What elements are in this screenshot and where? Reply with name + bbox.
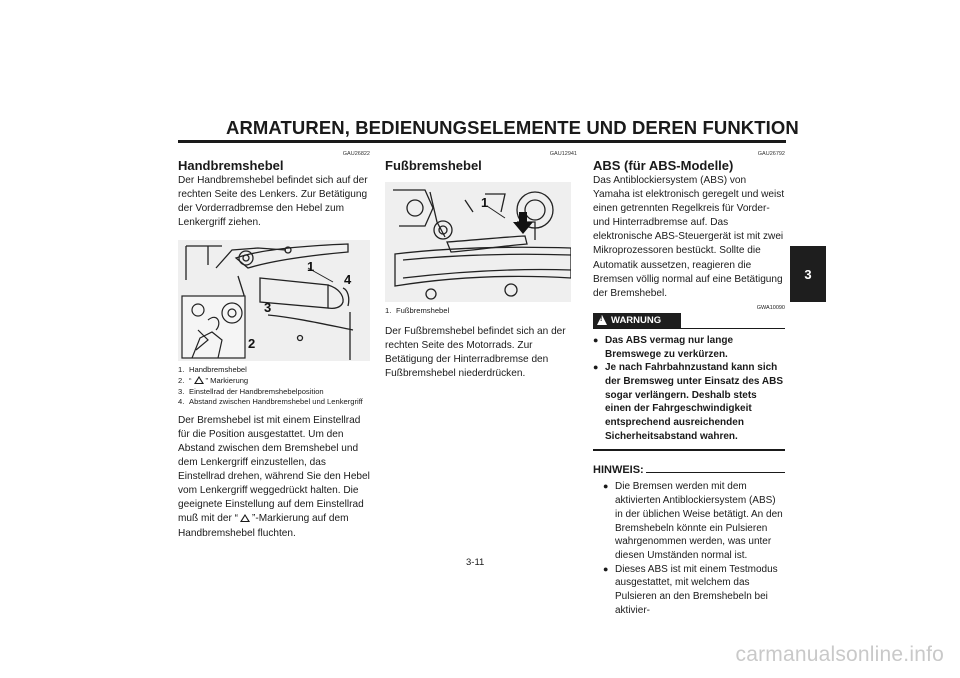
bullet-icon: ● [593, 334, 599, 345]
list-item: ● Die Bremsen werden mit dem aktivierten Antiblockiersystem (ABS) in der üblichen Weise betätigt. An den Bremshebeln könnte ein Pulsieren wahrgenommen werden, was unter diesen Umständen normal ist. [603, 481, 783, 561]
section-code: GAU26822 [342, 151, 370, 157]
chapter-tab: 3 [790, 246, 826, 302]
figure-captions [385, 306, 577, 317]
watermark: carmanualsonline.info [735, 643, 944, 666]
warning-header [593, 312, 785, 330]
note-rule [646, 472, 785, 473]
section-heading: Fußbremshebel [385, 158, 482, 173]
foot-brake-lever-illustration [385, 182, 571, 302]
section-intro: Das Antiblockiersystem (ABS) von Yamaha ist elektronisch geregelt und weist einen getrennten Regelkreis für Vorder- und Hinterradbremse auf. Das elektronische ABS-Steuergerät ist mit zwei Mikroprozessoren bestückt. Sollte die Automatik aussetzen, reagieren die Bremsen völlig normal auf eine Betätigung der Bremshebel. [593, 175, 785, 299]
caption-item: 3. Einstellrad der Handbremshebelposition [178, 386, 324, 396]
triangle-mark-icon [194, 376, 204, 384]
section-heading: Handbremshebel [178, 158, 284, 173]
warning-triangle-icon [597, 315, 607, 325]
note-header [593, 464, 785, 476]
list-item: ● Je nach Fahrbahnzustand kann sich der Bremsweg unter Einsatz des ABS sogar verlängern. Deshalb stets einen der Fahrgeschwindigkeit entsprechend ausreichenden Sicherheitsabstand wahren. [593, 362, 784, 442]
bullet-icon: ● [603, 481, 609, 492]
warning-badge: ! WARNUNG [593, 313, 681, 328]
list-item: ● Dieses ABS ist mit einem Testmodus ausgestattet, mit welchem das Pulsieren an den Bremshebeln bei aktivier- [603, 563, 778, 616]
column-handbremshebel [178, 150, 370, 541]
figure-label-1: 1 [481, 195, 489, 210]
section-body: Der Bremshebel ist mit einem Einstellrad für die Position ausgestattet. Um den Abstand zwischen dem Bremshebel und dem Lenkergriff einzustellen, das Einstellrad drehen, während Sie den Hebel vom Lenkergriff weggedrückt halten. Die geeignete Einstellung auf dem Einstellrad muß mit der “ ”-Markierung auf dem Handbremshebel fluchten. [178, 414, 370, 539]
warning-list [593, 334, 785, 444]
figure-label-1: 1 [307, 259, 315, 275]
foot-brake-lever-drawing [385, 182, 571, 302]
section-body: Der Fußbremshebel befindet sich an der rechten Seite des Motorrads. Zur Betätigung der Hinterradbremse den Fußbremshebel niederdrücken. [385, 325, 566, 379]
column-fussbremshebel [385, 150, 577, 381]
hand-brake-lever-drawing [178, 240, 370, 361]
caption-item: 1. Fußbremshebel [385, 306, 450, 315]
warning-rule [593, 328, 785, 330]
page-number: 3-11 [466, 557, 485, 568]
title-rule [178, 140, 786, 143]
bullet-icon: ● [593, 362, 599, 373]
caption-item: 4. Abstand zwischen Handbremshebel und Lenkergriff [178, 397, 363, 407]
note-list [603, 480, 785, 617]
column-abs [593, 150, 785, 618]
figure-captions [178, 365, 370, 407]
caption-item: 2. “ ” Markierung [178, 375, 249, 385]
figure-label-2: 2 [248, 336, 256, 352]
section-heading: ABS (für ABS-Modelle) [593, 158, 734, 173]
note-label: HINWEIS: [593, 464, 644, 477]
figure-label-3: 3 [264, 300, 272, 316]
section-intro: Der Handbremshebel befindet sich auf der rechten Seite des Lenkers. Zur Betätigung der Vorderradbremse den Hebel zum Lenkergriff ziehen. [178, 175, 368, 229]
section-code: GAU12941 [549, 151, 577, 157]
triangle-mark-icon [240, 514, 250, 522]
section-code: GAU26792 [757, 151, 785, 157]
bullet-icon: ● [603, 563, 609, 574]
page-title: ARMATUREN, BEDIENUNGSELEMENTE UND DEREN FUNKTION [226, 117, 799, 138]
warning-end-rule [593, 449, 785, 451]
figure-label-4: 4 [344, 272, 352, 288]
list-item: ● Das ABS vermag nur lange Bremswege zu verkürzen. [593, 334, 734, 360]
hand-brake-lever-illustration [178, 240, 370, 361]
caption-item: 1. Handbremshebel [178, 365, 247, 375]
warning-code: GWA10090 [756, 304, 785, 311]
